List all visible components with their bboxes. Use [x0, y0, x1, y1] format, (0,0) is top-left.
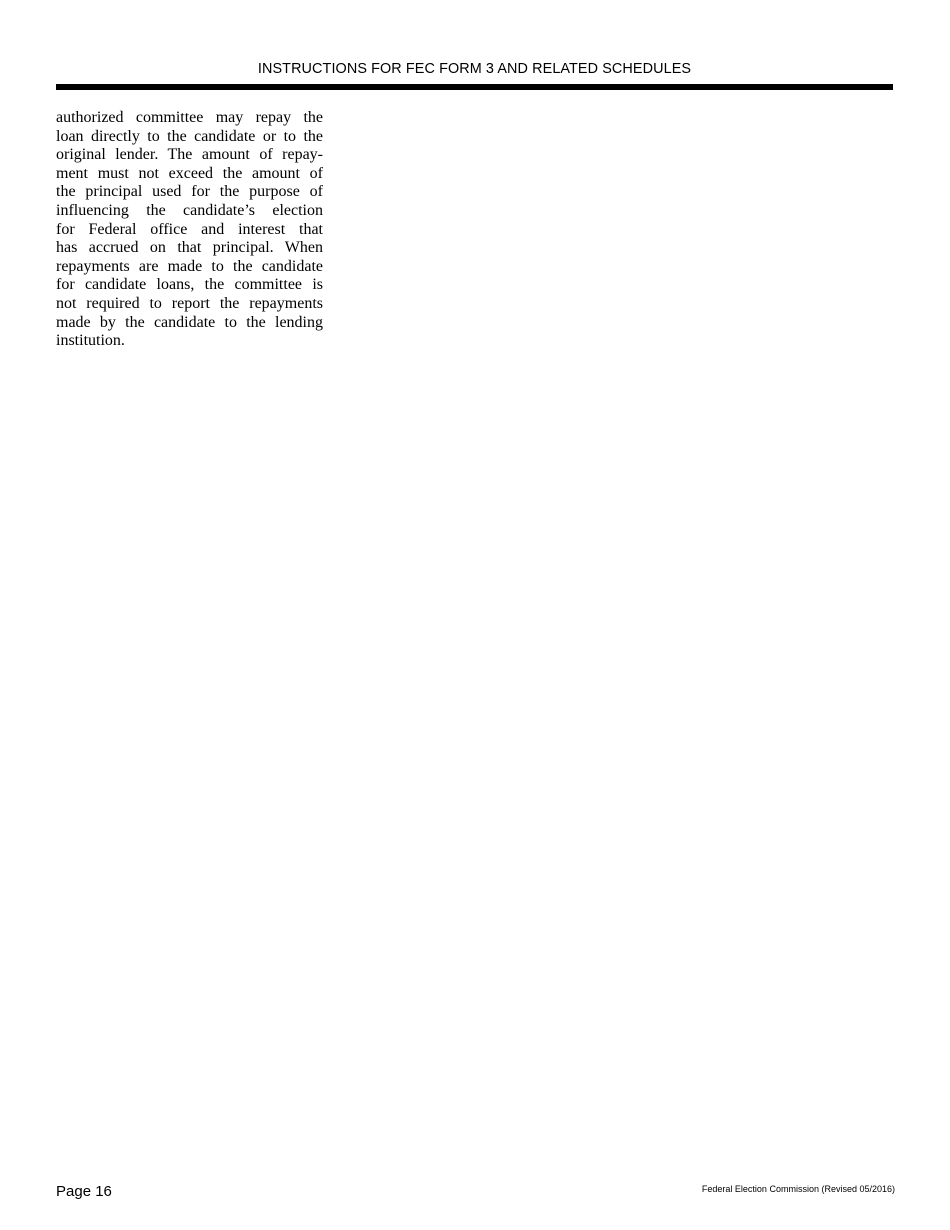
footer-credit: Federal Election Commission (Revised 05/2016) [701, 1184, 895, 1194]
header-rule [56, 84, 893, 90]
body-text-line: authorized committee may repay the [56, 109, 323, 126]
body-text-line: not required to report the repayments [56, 294, 323, 312]
page-header-title: INSTRUCTIONS FOR FEC FORM 3 AND RELATED SCHEDULES [257, 61, 692, 77]
body-text-column [56, 109, 323, 351]
page-number: Page 16 [56, 1183, 112, 1200]
body-text-line: repayments are made to the candidate [56, 257, 323, 275]
body-text-line: the principal used for the purpose of [56, 183, 323, 201]
body-text-line: institution. [56, 332, 125, 350]
body-text-line: influencing the candidate’s election [56, 201, 323, 219]
body-text-line: ment must not exceed the amount of [56, 164, 323, 182]
body-text-line: original lender. The amount of repay- [56, 146, 323, 164]
body-text-line: for Federal office and interest that [56, 220, 323, 238]
body-text-line: for candidate loans, the committee is [56, 276, 323, 294]
body-text-line: has accrued on that principal. When [56, 239, 323, 257]
body-text-line: loan directly to the candidate or to the [56, 127, 323, 145]
body-text-line: made by the candidate to the lending [56, 313, 323, 331]
